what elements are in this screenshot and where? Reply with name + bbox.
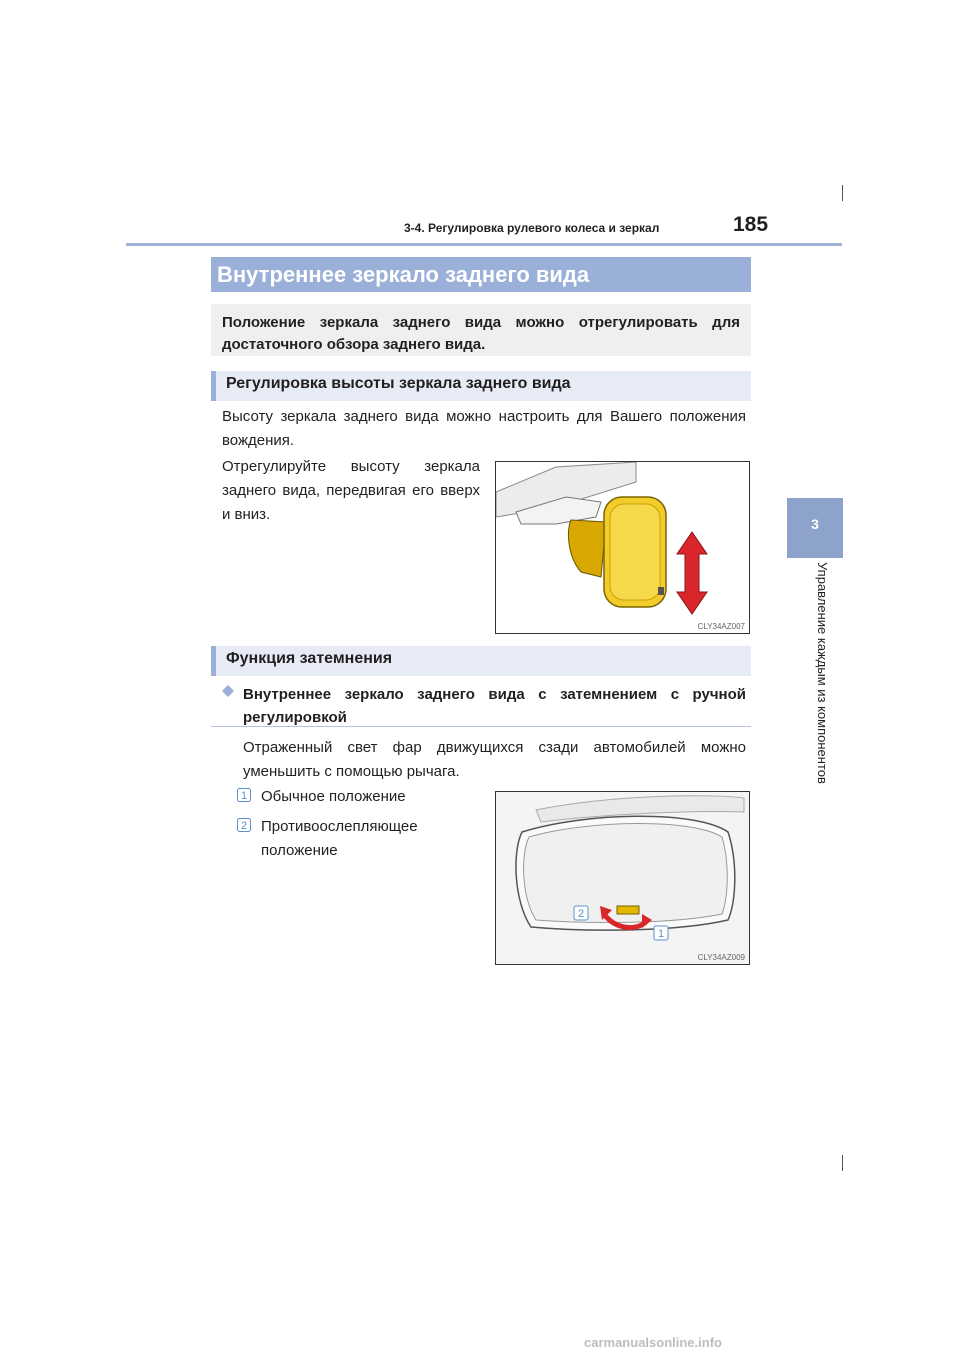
anti-glare-position-label: Противоослепляющее положение (261, 818, 418, 859)
mirror-height-illustration (496, 462, 749, 633)
dimming-paragraph: Отраженный свет фар движущихся сзади автомобилей можно уменьшить с помощью рычага. (243, 739, 746, 780)
chapter-label: Управление каждым из компонентов (815, 562, 830, 784)
chapter-tab: 3 (787, 498, 843, 558)
figure-callout-2-icon (574, 906, 588, 920)
callout-1-icon (237, 788, 251, 802)
svg-text:1: 1 (657, 928, 665, 940)
item-title-rule (211, 726, 751, 727)
crop-mark-top (842, 185, 843, 201)
diamond-bullet-icon (222, 685, 234, 697)
svg-text:2: 2 (577, 908, 585, 920)
subheading-height-adjust-text: Регулировка высоты зеркала заднего вида (226, 375, 571, 392)
subheading-height-adjust (211, 371, 751, 401)
normal-position-label: Обычное положение (261, 788, 406, 805)
footer-watermark: carmanualsonline.info (584, 1335, 722, 1350)
crop-mark-bottom (842, 1155, 843, 1171)
page-number: 185 (733, 213, 769, 236)
subheading-dimming-text: Функция затемнения (226, 650, 393, 667)
subheading-dimming (211, 646, 751, 676)
header-section-title: 3-4. Регулировка рулевого колеса и зеркал (404, 221, 660, 235)
intro-box (211, 304, 751, 356)
height-adjust-instructions: Отрегулируйте высоту зеркала заднего вида, передвигая его вверх и вниз. (222, 458, 480, 523)
mirror-dimming-figure (495, 791, 750, 965)
intro-text: Положение зеркала заднего вида можно отрегулировать для достаточного обзора заднего вида. (222, 314, 740, 353)
svg-text:2: 2 (240, 820, 248, 832)
figure-code: CLY34AZ007 (697, 622, 745, 631)
header-rule (126, 243, 842, 246)
height-adjust-paragraph: Высоту зеркала заднего вида можно настроить для Вашего положения вождения. (222, 408, 746, 449)
section-title: Внутреннее зеркало заднего вида (217, 262, 590, 287)
mirror-height-figure (495, 461, 750, 634)
callout-2-icon (237, 818, 251, 832)
section-title-bar (211, 257, 751, 292)
figure-code: CLY34AZ009 (697, 953, 745, 962)
figure-callout-1-icon (654, 926, 668, 940)
svg-text:1: 1 (240, 790, 248, 802)
up-down-arrow-icon (677, 532, 707, 614)
mirror-dimming-illustration (496, 792, 749, 964)
dimming-item-title: Внутреннее зеркало заднего вида с затемнением с ручной регулировкой (243, 686, 746, 726)
